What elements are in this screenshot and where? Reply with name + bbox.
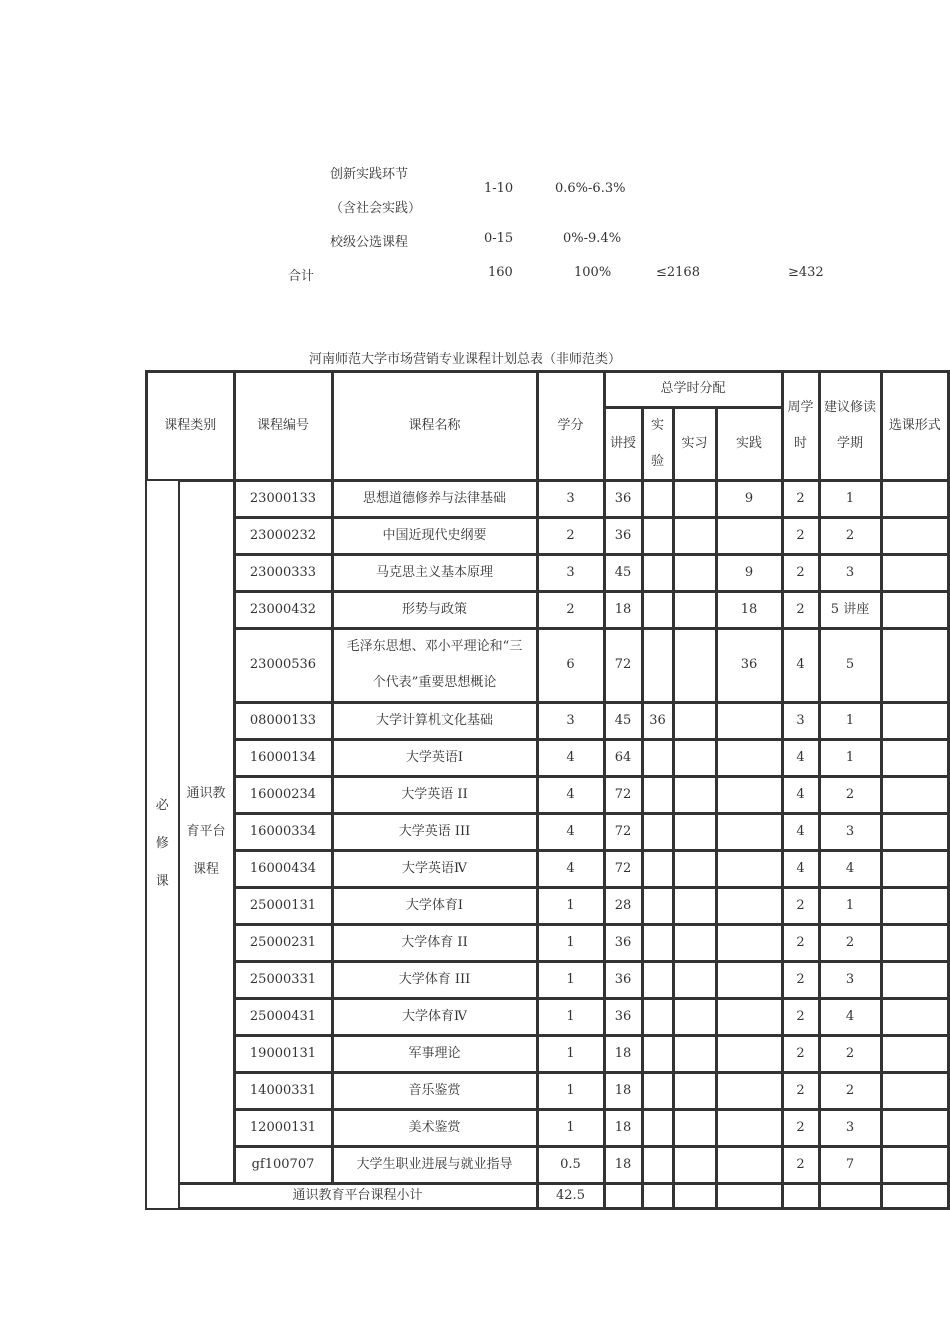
innovation-label-line1: 创新实践环节 xyxy=(330,167,409,182)
course-internship-hours xyxy=(673,1146,716,1183)
subtotal-weekly xyxy=(782,1183,819,1209)
header-internship: 实习 xyxy=(673,407,716,480)
course-practice-hours xyxy=(716,998,782,1035)
course-practice-hours: 9 xyxy=(716,480,782,517)
header-category: 课程类别 xyxy=(146,371,234,480)
course-weekly-hours: 4 xyxy=(782,628,819,702)
course-lecture-hours: 45 xyxy=(604,702,642,739)
header-hours-group: 总学时分配 xyxy=(604,371,782,407)
course-internship-hours xyxy=(673,702,716,739)
subtotal-selection xyxy=(881,1183,949,1209)
header-weekly-hours xyxy=(782,371,819,480)
subtotal-experiment xyxy=(642,1183,673,1209)
course-practice-hours: 36 xyxy=(716,628,782,702)
category-required-3: 课 xyxy=(155,874,169,890)
public-elective-percent: 0%-9.4% xyxy=(563,231,622,246)
course-practice-hours xyxy=(716,776,782,813)
course-name: 大学英语Ⅰ xyxy=(332,739,537,776)
course-weekly-hours: 2 xyxy=(782,961,819,998)
course-name: 美术鉴赏 xyxy=(332,1109,537,1146)
table-row xyxy=(146,554,949,591)
subtotal-semester xyxy=(819,1183,881,1209)
course-semester: 4 xyxy=(819,998,881,1035)
table-row xyxy=(146,591,949,628)
table-row xyxy=(146,1146,949,1183)
course-name: 音乐鉴赏 xyxy=(332,1072,537,1109)
course-selection xyxy=(881,961,949,998)
course-internship-hours xyxy=(673,924,716,961)
table-row xyxy=(146,628,949,702)
course-weekly-hours: 2 xyxy=(782,1109,819,1146)
subtotal-label: 通识教育平台课程小计 xyxy=(178,1183,537,1209)
table-row xyxy=(146,850,949,887)
course-experiment-hours: 36 xyxy=(642,702,673,739)
course-selection xyxy=(881,998,949,1035)
course-experiment-hours xyxy=(642,887,673,924)
course-semester: 2 xyxy=(819,1072,881,1109)
course-experiment-hours xyxy=(642,517,673,554)
course-internship-hours xyxy=(673,887,716,924)
course-weekly-hours: 4 xyxy=(782,850,819,887)
course-name: 大学英语 III xyxy=(332,813,537,850)
course-practice-hours xyxy=(716,887,782,924)
public-elective-credits: 0-15 xyxy=(484,231,514,246)
table-row xyxy=(146,887,949,924)
header-semester-line1: 建议修读 xyxy=(823,399,876,415)
course-lecture-hours: 36 xyxy=(604,961,642,998)
course-credits: 4 xyxy=(537,850,604,887)
table-row xyxy=(146,961,949,998)
course-semester: 2 xyxy=(819,517,881,554)
course-experiment-hours xyxy=(642,1072,673,1109)
course-selection xyxy=(881,1146,949,1183)
course-internship-hours xyxy=(673,1072,716,1109)
table-row xyxy=(146,702,949,739)
category-required xyxy=(146,480,178,1209)
header-lecture: 讲授 xyxy=(604,407,642,480)
innovation-label-line2: （含社会实践） xyxy=(330,201,422,216)
course-lecture-hours: 36 xyxy=(604,517,642,554)
course-selection xyxy=(881,480,949,517)
course-lecture-hours: 36 xyxy=(604,480,642,517)
table-row xyxy=(146,480,949,517)
subtotal-lecture xyxy=(604,1183,642,1209)
course-code: 23000536 xyxy=(234,628,332,702)
course-weekly-hours: 2 xyxy=(782,1146,819,1183)
course-internship-hours xyxy=(673,998,716,1035)
course-lecture-hours: 64 xyxy=(604,739,642,776)
public-elective-label: 校级公选课程 xyxy=(330,235,409,250)
header-credits: 学分 xyxy=(537,371,604,480)
total-percent: 100% xyxy=(574,265,612,280)
course-semester: 3 xyxy=(819,554,881,591)
course-practice-hours: 18 xyxy=(716,591,782,628)
course-code: 23000333 xyxy=(234,554,332,591)
course-weekly-hours: 2 xyxy=(782,554,819,591)
course-lecture-hours: 18 xyxy=(604,1035,642,1072)
course-selection xyxy=(881,813,949,850)
table-row xyxy=(146,776,949,813)
course-experiment-hours xyxy=(642,1146,673,1183)
course-credits: 3 xyxy=(537,702,604,739)
course-weekly-hours: 4 xyxy=(782,739,819,776)
course-credits: 1 xyxy=(537,998,604,1035)
course-credits: 4 xyxy=(537,813,604,850)
course-experiment-hours xyxy=(642,998,673,1035)
course-experiment-hours xyxy=(642,776,673,813)
course-semester: 2 xyxy=(819,776,881,813)
course-selection xyxy=(881,1072,949,1109)
course-experiment-hours xyxy=(642,813,673,850)
course-internship-hours xyxy=(673,628,716,702)
course-name-line2: 个代表”重要思想概论 xyxy=(372,675,497,690)
course-name-line1: 毛泽东思想、邓小平理论和“三 xyxy=(346,639,523,654)
category-general-platform xyxy=(178,480,234,1183)
course-weekly-hours: 4 xyxy=(782,776,819,813)
course-practice-hours: 9 xyxy=(716,554,782,591)
header-semester-line2: 学期 xyxy=(836,435,863,451)
course-credits: 1 xyxy=(537,1072,604,1109)
course-credits: 6 xyxy=(537,628,604,702)
course-experiment-hours xyxy=(642,1109,673,1146)
course-code: gf100707 xyxy=(234,1146,332,1183)
course-practice-hours xyxy=(716,1035,782,1072)
course-name: 军事理论 xyxy=(332,1035,537,1072)
header-experiment-line2: 验 xyxy=(650,453,664,469)
category-platform-2: 育平台 xyxy=(186,823,226,839)
innovation-percent: 0.6%-6.3% xyxy=(555,181,626,196)
course-practice-hours xyxy=(716,1146,782,1183)
course-code: 08000133 xyxy=(234,702,332,739)
course-credits: 1 xyxy=(537,1035,604,1072)
course-code: 25000131 xyxy=(234,887,332,924)
course-selection xyxy=(881,739,949,776)
header-name: 课程名称 xyxy=(332,371,537,480)
course-selection xyxy=(881,702,949,739)
course-selection xyxy=(881,887,949,924)
course-practice-hours xyxy=(716,850,782,887)
table-row xyxy=(146,813,949,850)
course-code: 23000432 xyxy=(234,591,332,628)
course-weekly-hours: 2 xyxy=(782,924,819,961)
header-code: 课程编号 xyxy=(234,371,332,480)
course-name: 大学体育 III xyxy=(332,961,537,998)
course-credits: 2 xyxy=(537,591,604,628)
course-code: 16000334 xyxy=(234,813,332,850)
course-lecture-hours: 18 xyxy=(604,1109,642,1146)
course-practice-hours xyxy=(716,961,782,998)
total-label: 合计 xyxy=(288,269,315,284)
course-credits: 3 xyxy=(537,480,604,517)
subtotal-practice xyxy=(716,1183,782,1209)
table-row xyxy=(146,739,949,776)
course-semester: 2 xyxy=(819,1035,881,1072)
course-lecture-hours: 36 xyxy=(604,998,642,1035)
course-selection xyxy=(881,776,949,813)
header-row-1 xyxy=(146,371,949,407)
course-selection xyxy=(881,517,949,554)
course-selection xyxy=(881,850,949,887)
course-code: 12000131 xyxy=(234,1109,332,1146)
course-experiment-hours xyxy=(642,591,673,628)
course-internship-hours xyxy=(673,961,716,998)
course-semester: 5 讲座 xyxy=(819,591,881,628)
header-selection: 选课形式 xyxy=(881,371,949,480)
course-practice-hours xyxy=(716,1109,782,1146)
course-experiment-hours xyxy=(642,739,673,776)
course-weekly-hours: 2 xyxy=(782,998,819,1035)
course-name: 大学计算机文化基础 xyxy=(332,702,537,739)
course-internship-hours xyxy=(673,850,716,887)
course-selection xyxy=(881,1109,949,1146)
course-internship-hours xyxy=(673,739,716,776)
category-platform-1: 通识教 xyxy=(186,785,226,801)
course-weekly-hours: 2 xyxy=(782,591,819,628)
course-code: 23000133 xyxy=(234,480,332,517)
course-code: 14000331 xyxy=(234,1072,332,1109)
course-name: 思想道德修养与法律基础 xyxy=(332,480,537,517)
subtotal-internship xyxy=(673,1183,716,1209)
course-practice-hours xyxy=(716,517,782,554)
course-weekly-hours: 2 xyxy=(782,517,819,554)
course-practice-hours xyxy=(716,702,782,739)
subtotal-row xyxy=(146,1183,949,1209)
course-credits: 4 xyxy=(537,739,604,776)
category-required-2: 修 xyxy=(155,836,169,852)
table-row xyxy=(146,1035,949,1072)
course-semester: 3 xyxy=(819,813,881,850)
course-semester: 4 xyxy=(819,850,881,887)
course-internship-hours xyxy=(673,517,716,554)
header-weekly-line2: 时 xyxy=(793,435,807,451)
course-name: 形势与政策 xyxy=(332,591,537,628)
course-internship-hours xyxy=(673,554,716,591)
subtotal-credits: 42.5 xyxy=(537,1183,604,1209)
course-credits: 1 xyxy=(537,924,604,961)
course-name: 中国近现代史纲要 xyxy=(332,517,537,554)
course-lecture-hours: 28 xyxy=(604,887,642,924)
course-experiment-hours xyxy=(642,924,673,961)
course-semester: 5 xyxy=(819,628,881,702)
table-title-text: 河南师范大学市场营销专业课程计划总表（非师范类） xyxy=(308,352,621,367)
course-lecture-hours: 72 xyxy=(604,776,642,813)
course-weekly-hours: 4 xyxy=(782,813,819,850)
table-row xyxy=(146,1072,949,1109)
course-weekly-hours: 2 xyxy=(782,887,819,924)
course-credits: 4 xyxy=(537,776,604,813)
course-experiment-hours xyxy=(642,1035,673,1072)
course-lecture-hours: 45 xyxy=(604,554,642,591)
course-name: 大学英语Ⅳ xyxy=(332,850,537,887)
total-practice-hours: ≥432 xyxy=(788,265,824,280)
course-internship-hours xyxy=(673,1035,716,1072)
course-internship-hours xyxy=(673,591,716,628)
course-experiment-hours xyxy=(642,961,673,998)
course-code: 25000331 xyxy=(234,961,332,998)
course-lecture-hours: 18 xyxy=(604,1146,642,1183)
course-code: 16000134 xyxy=(234,739,332,776)
course-lecture-hours: 18 xyxy=(604,1072,642,1109)
course-practice-hours xyxy=(716,1072,782,1109)
course-credits: 1 xyxy=(537,1109,604,1146)
course-practice-hours xyxy=(716,924,782,961)
course-code: 19000131 xyxy=(234,1035,332,1072)
course-selection xyxy=(881,628,949,702)
course-plan-table xyxy=(145,370,950,1210)
table-row xyxy=(146,924,949,961)
course-name: 马克思主义基本原理 xyxy=(332,554,537,591)
course-lecture-hours: 72 xyxy=(604,850,642,887)
course-semester: 1 xyxy=(819,702,881,739)
course-weekly-hours: 3 xyxy=(782,702,819,739)
course-experiment-hours xyxy=(642,480,673,517)
course-weekly-hours: 2 xyxy=(782,480,819,517)
category-required-1: 必 xyxy=(155,798,169,814)
header-weekly-line1: 周学 xyxy=(787,399,814,415)
table-row xyxy=(146,998,949,1035)
course-semester: 3 xyxy=(819,961,881,998)
course-semester: 7 xyxy=(819,1146,881,1183)
course-practice-hours xyxy=(716,813,782,850)
course-credits: 0.5 xyxy=(537,1146,604,1183)
course-selection xyxy=(881,591,949,628)
course-lecture-hours: 18 xyxy=(604,591,642,628)
header-experiment-line1: 实 xyxy=(650,417,664,433)
innovation-credits: 1-10 xyxy=(484,181,514,196)
course-lecture-hours: 72 xyxy=(604,813,642,850)
course-code: 23000232 xyxy=(234,517,332,554)
table-row xyxy=(146,1109,949,1146)
header-practice: 实践 xyxy=(716,407,782,480)
category-platform-3: 课程 xyxy=(192,861,219,877)
course-internship-hours xyxy=(673,480,716,517)
course-semester: 2 xyxy=(819,924,881,961)
course-internship-hours xyxy=(673,1109,716,1146)
course-experiment-hours xyxy=(642,850,673,887)
course-credits: 3 xyxy=(537,554,604,591)
total-hours: ≤2168 xyxy=(656,265,700,280)
course-practice-hours xyxy=(716,739,782,776)
course-code: 25000431 xyxy=(234,998,332,1035)
course-weekly-hours: 2 xyxy=(782,1035,819,1072)
total-credits: 160 xyxy=(488,265,513,280)
course-internship-hours xyxy=(673,813,716,850)
table-title xyxy=(0,348,950,367)
course-code: 25000231 xyxy=(234,924,332,961)
header-semester xyxy=(819,371,881,480)
course-experiment-hours xyxy=(642,554,673,591)
course-experiment-hours xyxy=(642,628,673,702)
header-experiment xyxy=(642,407,673,480)
course-code: 16000234 xyxy=(234,776,332,813)
table-row xyxy=(146,517,949,554)
course-name: 大学英语 II xyxy=(332,776,537,813)
course-lecture-hours: 36 xyxy=(604,924,642,961)
course-name: 大学体育Ⅰ xyxy=(332,887,537,924)
course-name: 大学体育Ⅳ xyxy=(332,998,537,1035)
course-selection xyxy=(881,554,949,591)
course-semester: 1 xyxy=(819,887,881,924)
course-semester: 3 xyxy=(819,1109,881,1146)
course-credits: 2 xyxy=(537,517,604,554)
course-internship-hours xyxy=(673,776,716,813)
course-code: 16000434 xyxy=(234,850,332,887)
course-name: 大学体育 II xyxy=(332,924,537,961)
course-selection xyxy=(881,1035,949,1072)
course-semester: 1 xyxy=(819,739,881,776)
course-semester: 1 xyxy=(819,480,881,517)
course-name xyxy=(332,628,537,702)
course-weekly-hours: 2 xyxy=(782,1072,819,1109)
course-credits: 1 xyxy=(537,961,604,998)
course-lecture-hours: 72 xyxy=(604,628,642,702)
course-selection xyxy=(881,924,949,961)
course-credits: 1 xyxy=(537,887,604,924)
course-name: 大学生职业进展与就业指导 xyxy=(332,1146,537,1183)
